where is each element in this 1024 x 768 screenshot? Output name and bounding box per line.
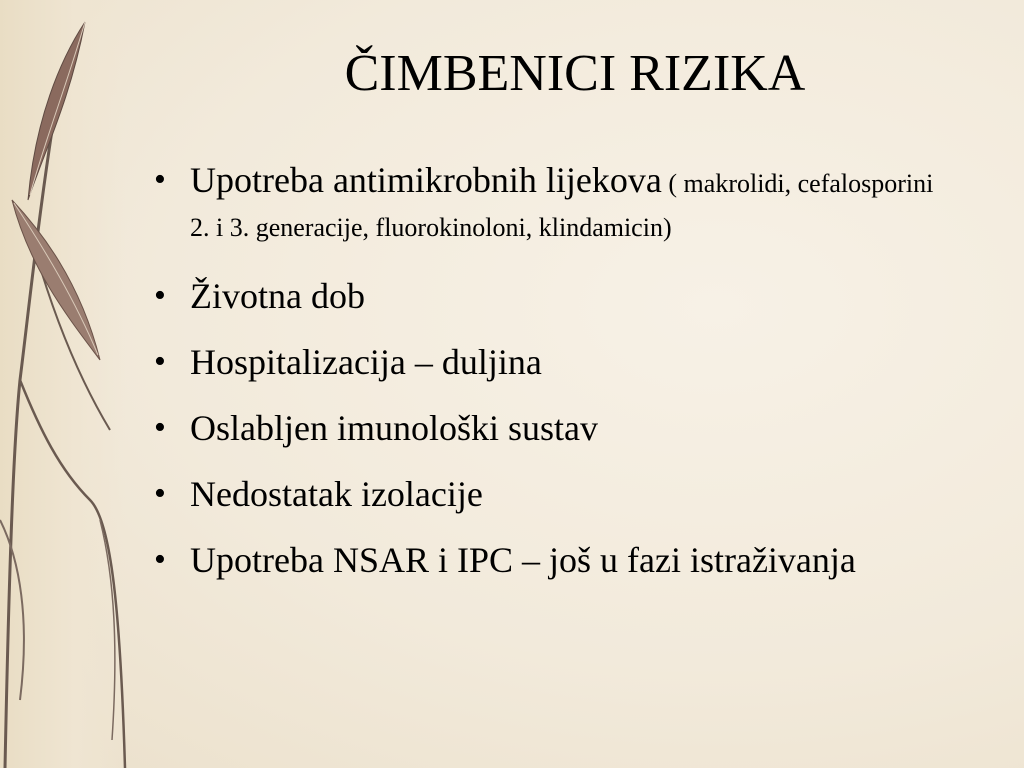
- bullet-item: [150, 472, 950, 516]
- bullet-detail-text: ( makrolidi, cefalosporini 2. i 3. generacije, fluorokinoloni, klindamicin): [190, 169, 934, 242]
- bullet-item: [150, 538, 950, 582]
- bullet-list: [150, 160, 950, 604]
- bullet-main-text: Životna dob: [190, 276, 365, 316]
- dried-leaf-branch-icon: [0, 0, 140, 768]
- bullet-main-text: Oslabljen imunološki sustav: [190, 408, 598, 448]
- bullet-main-text: Nedostatak izolacije: [190, 474, 483, 514]
- bullet-main-text: Upotreba NSAR i IPC – još u fazi istraživanja: [190, 540, 856, 580]
- bullet-item: [150, 340, 950, 384]
- slide-title: ČIMBENICI RIZIKA: [344, 45, 806, 102]
- bullet-main-text: Hospitalizacija – duljina: [190, 342, 542, 382]
- bullet-main-text: Upotreba antimikrobnih lijekova: [190, 160, 662, 200]
- bullet-item: [150, 274, 950, 318]
- bullet-item: [150, 406, 950, 450]
- bullet-item: [150, 160, 950, 248]
